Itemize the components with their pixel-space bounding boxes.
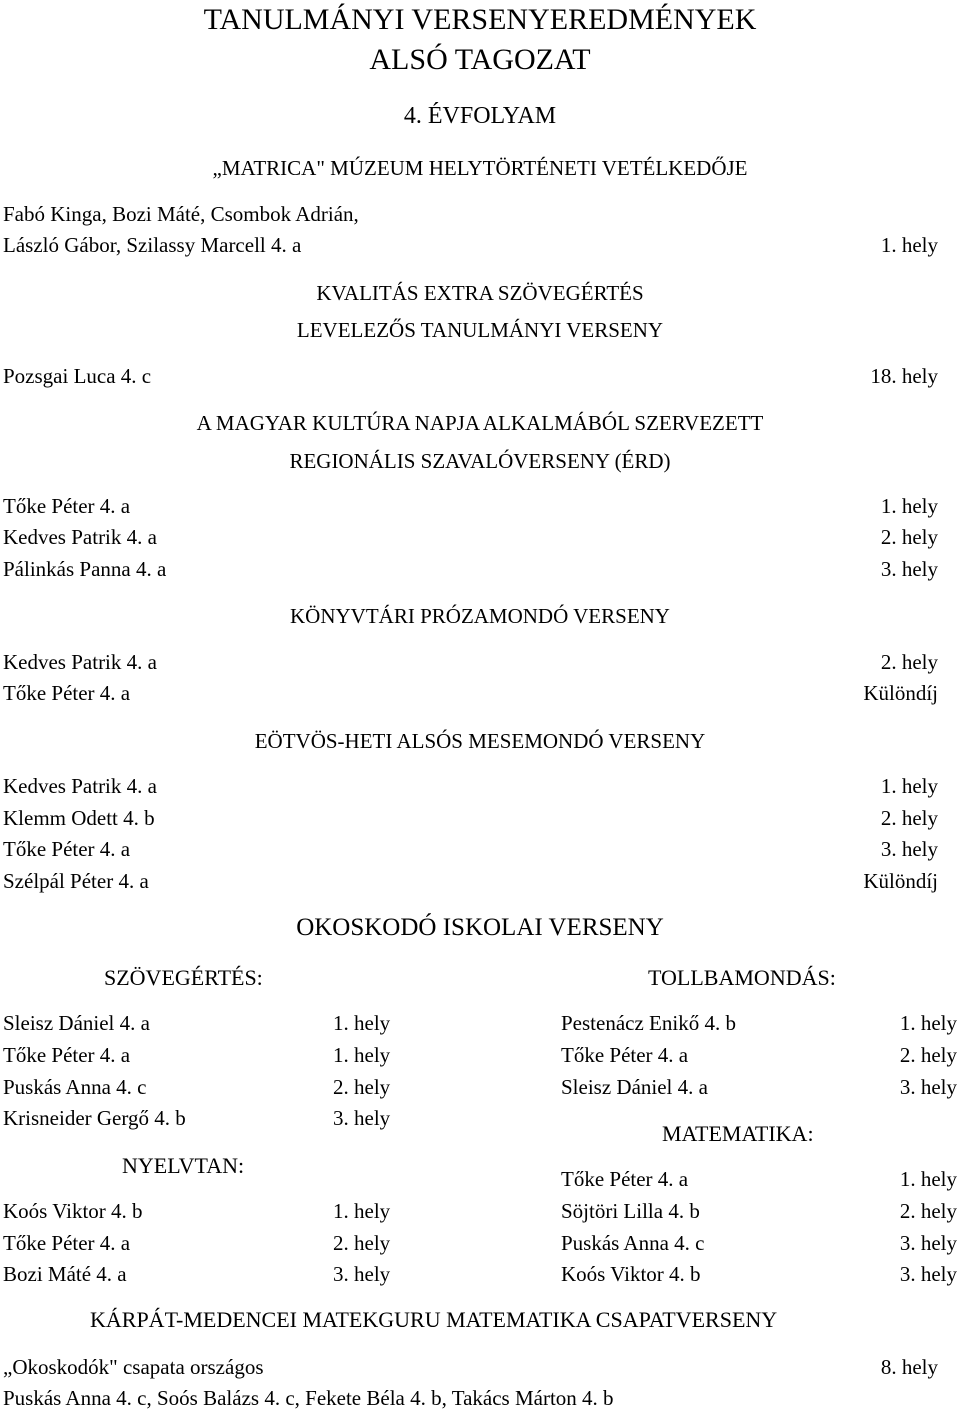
result-place: 3. hely [880,837,938,861]
result-name: Szélpál Péter 4. a [3,869,149,893]
result-place: 3. hely [899,1231,957,1255]
result-place: 2. hely [333,1075,391,1099]
result-name: Bozi Máté 4. a [3,1262,127,1286]
result-name: Tőke Péter 4. a [561,1043,689,1067]
matekguru-place: 8. hely [880,1355,938,1379]
result-place: 1. hely [880,494,938,518]
kvalitas-heading-1: KVALITÁS EXTRA SZÖVEGÉRTÉS [316,281,644,305]
result-place: 2. hely [880,806,938,830]
page-title-line1: TANULMÁNYI VERSENYEREDMÉNYEK [203,3,757,36]
result-name: Pálinkás Panna 4. a [3,557,167,581]
result-place: 3. hely [880,557,938,581]
result-name: Kedves Patrik 4. a [3,774,157,798]
matekguru-members: Puskás Anna 4. c, Soós Balázs 4. c, Fekete Béla 4. b, Takács Márton 4. b [3,1386,614,1410]
result-name: Tőke Péter 4. a [3,1231,131,1255]
result-name: Tőke Péter 4. a [3,494,131,518]
konyvtari-heading: KÖNYVTÁRI PRÓZAMONDÓ VERSENY [290,604,670,628]
result-name: Kedves Patrik 4. a [3,650,157,674]
okoskodo-heading: OKOSKODÓ ISKOLAI VERSENY [296,914,664,941]
matematika-heading: MATEMATIKA: [662,1121,814,1146]
result-place: 2. hely [333,1231,391,1255]
result-place: 1. hely [899,1011,957,1035]
result-name: Sleisz Dániel 4. a [3,1011,150,1035]
nyelvtan-heading: NYELVTAN: [122,1153,245,1178]
szavalo-heading-2: REGIONÁLIS SZAVALÓVERSENY (ÉRD) [289,449,671,473]
result-place: 1. hely [333,1199,391,1223]
matrica-names-line1: Fabó Kinga, Bozi Máté, Csombok Adrián, [3,202,359,226]
kvalitas-place: 18. hely [870,364,938,388]
result-place: 1. hely [333,1043,391,1067]
result-name: Puskás Anna 4. c [3,1075,147,1099]
grade-heading: 4. ÉVFOLYAM [403,103,557,129]
page-title-line2: ALSÓ TAGOZAT [369,43,591,76]
result-place: 3. hely [333,1106,391,1130]
result-name: Tőke Péter 4. a [3,681,131,705]
matrica-heading: „MATRICA" MÚZEUM HELYTÖRTÉNETI VETÉLKEDŐJE [212,156,748,180]
result-name: Kedves Patrik 4. a [3,525,157,549]
result-place: Különdíj [863,869,938,893]
result-name: Tőke Péter 4. a [561,1167,689,1191]
szavalo-heading-1: A MAGYAR KULTÚRA NAPJA ALKALMÁBÓL SZERVEZETT [196,411,764,435]
kvalitas-name: Pozsgai Luca 4. c [3,364,152,388]
tollbamondas-heading: TOLLBAMONDÁS: [648,965,836,990]
matrica-names-line2: László Gábor, Szilassy Marcell 4. a [3,233,302,257]
result-place: Különdíj [863,681,938,705]
result-name: Krisneider Gergő 4. b [3,1106,186,1130]
result-name: Pestenácz Enikő 4. b [561,1011,736,1035]
result-place: 2. hely [899,1043,957,1067]
result-place: 3. hely [333,1262,391,1286]
matekguru-team: „Okoskodók" csapata országos [3,1355,264,1379]
result-name: Koós Viktor 4. b [561,1262,701,1286]
result-name: Tőke Péter 4. a [3,1043,131,1067]
result-place: 1. hely [899,1167,957,1191]
result-place: 2. hely [899,1199,957,1223]
szovegertes-heading: SZÖVEGÉRTÉS: [104,965,263,990]
result-place: 3. hely [899,1262,957,1286]
result-place: 1. hely [333,1011,391,1035]
eotvos-heading: EÖTVÖS-HETI ALSÓS MESEMONDÓ VERSENY [254,729,706,753]
matekguru-heading: KÁRPÁT-MEDENCEI MATEKGURU MATEMATIKA CSAPATVERSENY [90,1307,778,1332]
result-place: 1. hely [880,774,938,798]
result-place: 2. hely [880,650,938,674]
kvalitas-heading-2: LEVELEZŐS TANULMÁNYI VERSENY [296,318,664,342]
result-name: Klemm Odett 4. b [3,806,155,830]
result-name: Söjtöri Lilla 4. b [561,1199,700,1223]
result-name: Tőke Péter 4. a [3,837,131,861]
result-name: Sleisz Dániel 4. a [561,1075,708,1099]
result-name: Koós Viktor 4. b [3,1199,143,1223]
result-place: 3. hely [899,1075,957,1099]
result-name: Puskás Anna 4. c [561,1231,705,1255]
result-place: 2. hely [880,525,938,549]
matrica-place: 1. hely [880,233,938,257]
